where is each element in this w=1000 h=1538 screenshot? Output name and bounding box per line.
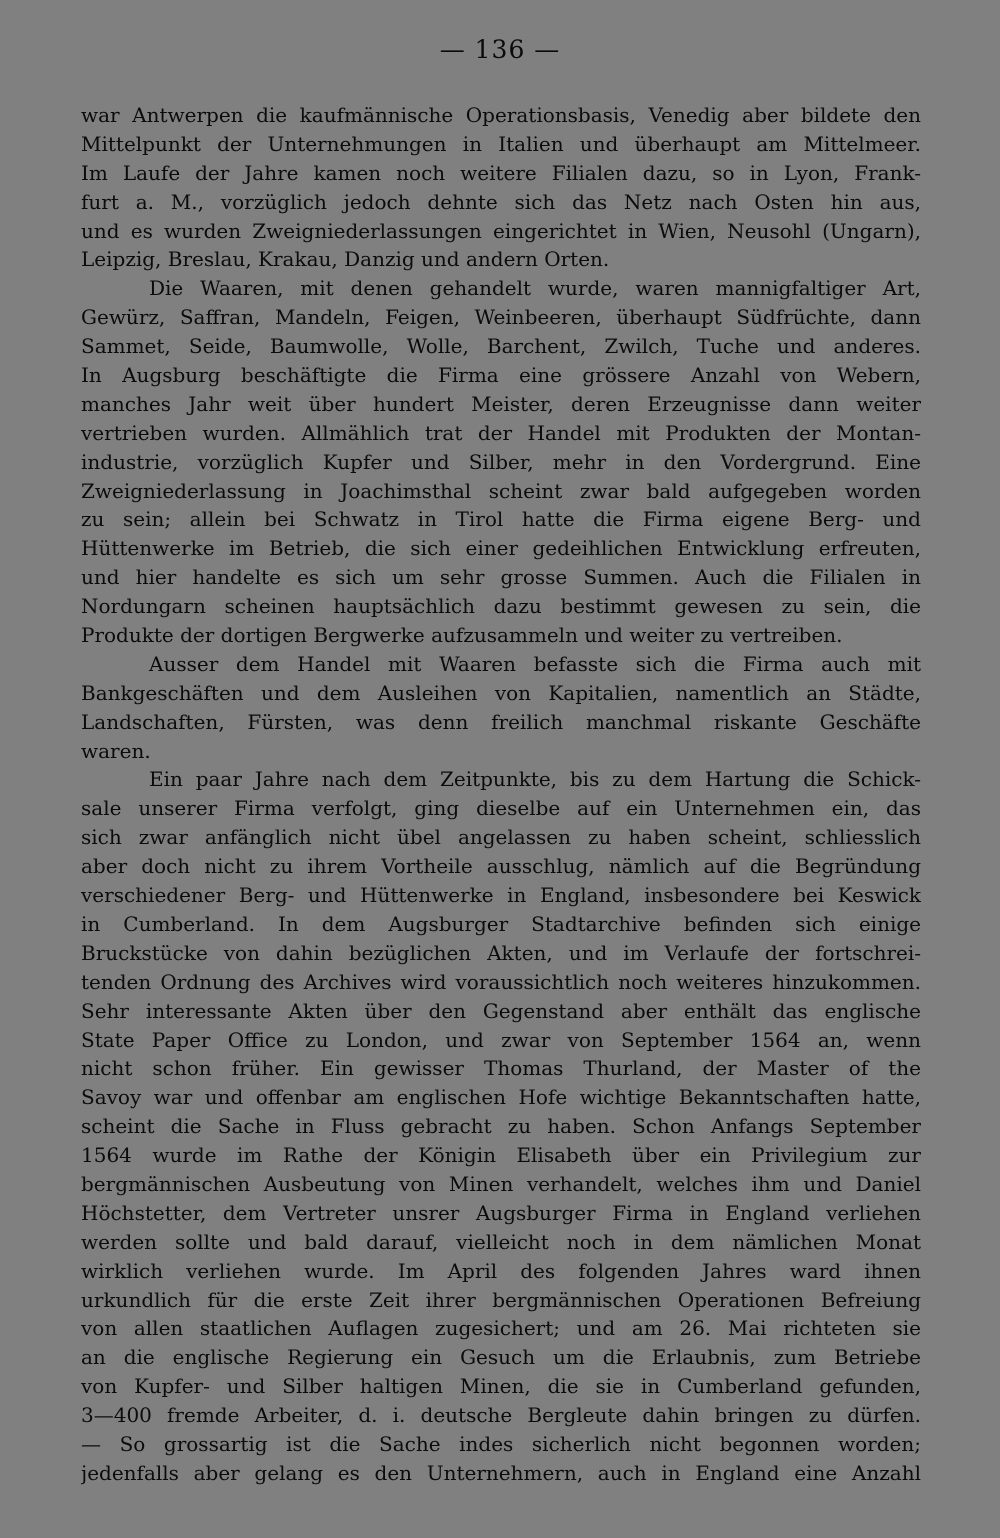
- text-line: Höchstetter, dem Vertreter unsrer Augsburger Firma in England verliehen: [81, 1200, 921, 1225]
- text-line: Die Waaren, mit denen gehandelt wurde, waren mannigfaltiger Art,: [149, 276, 921, 301]
- text-line: Savoy war und offenbar am englischen Hofe wichtige Bekanntschaften hatte,: [81, 1085, 921, 1110]
- text-line: werden sollte und bald darauf, vielleicht noch in dem nämlichen Monat: [81, 1229, 921, 1254]
- text-line: 1564 wurde im Rathe der Königin Elisabeth über ein Privilegium zur: [81, 1143, 921, 1168]
- text-line: Landschaften, Fürsten, was denn freilich manchmal riskante Geschäfte: [81, 709, 921, 734]
- text-line: jedenfalls aber gelang es den Unternehmern, auch in England eine Anzahl: [81, 1460, 921, 1485]
- text-line: sich zwar anfänglich nicht übel angelassen zu haben scheint, schliesslich: [81, 825, 921, 850]
- text-line: wirklich verliehen wurde. Im April des folgenden Jahres ward ihnen: [81, 1258, 921, 1283]
- text-line: zu sein; allein bei Schwatz in Tirol hatte die Firma eigene Berg- und: [81, 507, 921, 532]
- text-line: Im Laufe der Jahre kamen noch weitere Filialen dazu, so in Lyon, Frank-: [81, 160, 921, 185]
- text-line: Produkte der dortigen Bergwerke aufzusammeln und weiter zu vertreiben.: [81, 623, 843, 648]
- text-line: 3—400 fremde Arbeiter, d. i. deutsche Bergleute dahin bringen zu dürfen.: [81, 1403, 921, 1428]
- text-line: war Antwerpen die kaufmännische Operationsbasis, Venedig aber bildete den: [81, 103, 921, 127]
- text-line: Zweigniederlassung in Joachimsthal scheint zwar bald aufgegeben worden: [81, 478, 921, 503]
- text-line: — So grossartig ist die Sache indes sicherlich nicht begonnen worden;: [81, 1431, 921, 1456]
- text-line: State Paper Office zu London, und zwar von September 1564 an, wenn: [81, 1027, 921, 1052]
- text-line: an die englische Regierung ein Gesuch um die Erlaubnis, zum Betriebe: [81, 1345, 921, 1370]
- text-line: Ausser dem Handel mit Waaren befasste sich die Firma auch mit: [149, 651, 921, 676]
- body-text: [81, 101, 921, 1488]
- page-number: — 136 —: [439, 35, 561, 64]
- text-line: nicht schon früher. Ein gewisser Thomas Thurland, der Master of the: [81, 1056, 921, 1081]
- text-line: Mittelpunkt der Unternehmungen in Italien und überhaupt am Mittelmeer.: [81, 131, 921, 156]
- text-line: In Augsburg beschäftigte die Firma eine grössere Anzahl von Webern,: [81, 363, 921, 388]
- text-line: und hier handelte es sich um sehr grosse Summen. Auch die Filialen in: [81, 565, 921, 590]
- text-line: sale unserer Firma verfolgt, ging dieselbe auf ein Unternehmen ein, das: [81, 796, 921, 821]
- text-line: von Kupfer- und Silber haltigen Minen, die sie in Cumberland gefunden,: [81, 1374, 921, 1399]
- text-line: von allen staatlichen Auflagen zugesichert; und am 26. Mai richteten sie: [81, 1316, 921, 1341]
- text-line: scheint die Sache in Fluss gebracht zu haben. Schon Anfangs September: [81, 1114, 921, 1139]
- text-line: Bankgeschäften und dem Ausleihen von Kapitalien, namentlich an Städte,: [81, 680, 921, 705]
- text-line: und es wurden Zweigniederlassungen eingerichtet in Wien, Neusohl (Ungarn),: [81, 218, 921, 243]
- text-line: aber doch nicht zu ihrem Vortheile ausschlug, nämlich auf die Begründung: [81, 854, 921, 879]
- text-line: Sehr interessante Akten über den Gegenstand aber enthält das englische: [81, 998, 921, 1023]
- text-line: in Cumberland. In dem Augsburger Stadtarchive befinden sich einige: [81, 911, 921, 936]
- text-line: tenden Ordnung des Archives wird voraussichtlich noch weiteres hinzukommen.: [81, 969, 921, 994]
- text-line: furt a. M., vorzüglich jedoch dehnte sich das Netz nach Osten hin aus,: [81, 189, 921, 214]
- text-line: verschiedener Berg- und Hüttenwerke in England, insbesondere bei Keswick: [81, 883, 921, 908]
- text-line: vertrieben wurden. Allmählich trat der Handel mit Produkten der Montan-: [81, 420, 921, 445]
- text-line: Nordungarn scheinen hauptsächlich dazu bestimmt gewesen zu sein, die: [81, 594, 921, 619]
- text-line: Leipzig, Breslau, Krakau, Danzig und andern Orten.: [81, 247, 610, 272]
- text-line: Ein paar Jahre nach dem Zeitpunkte, bis zu dem Hartung die Schick-: [149, 767, 921, 792]
- text-line: Gewürz, Saffran, Mandeln, Feigen, Weinbeeren, überhaupt Südfrüchte, dann: [81, 305, 921, 330]
- text-line: urkundlich für die erste Zeit ihrer bergmännischen Operationen Befreiung: [81, 1287, 921, 1312]
- text-line: Sammet, Seide, Baumwolle, Wolle, Barchent, Zwilch, Tuche und anderes.: [81, 334, 921, 359]
- text-line: bergmännischen Ausbeutung von Minen verhandelt, welches ihm und Daniel: [81, 1171, 921, 1196]
- text-line: industrie, vorzüglich Kupfer und Silber, mehr in den Vordergrund. Eine: [81, 449, 921, 474]
- text-line: Hüttenwerke im Betrieb, die sich einer gedeihlichen Entwicklung erfreuten,: [81, 536, 921, 561]
- text-line: manches Jahr weit über hundert Meister, deren Erzeugnisse dann weiter: [81, 391, 921, 416]
- text-line: Bruckstücke von dahin bezüglichen Akten, und im Verlaufe der fortschrei-: [81, 940, 921, 965]
- text-line: waren.: [81, 738, 151, 763]
